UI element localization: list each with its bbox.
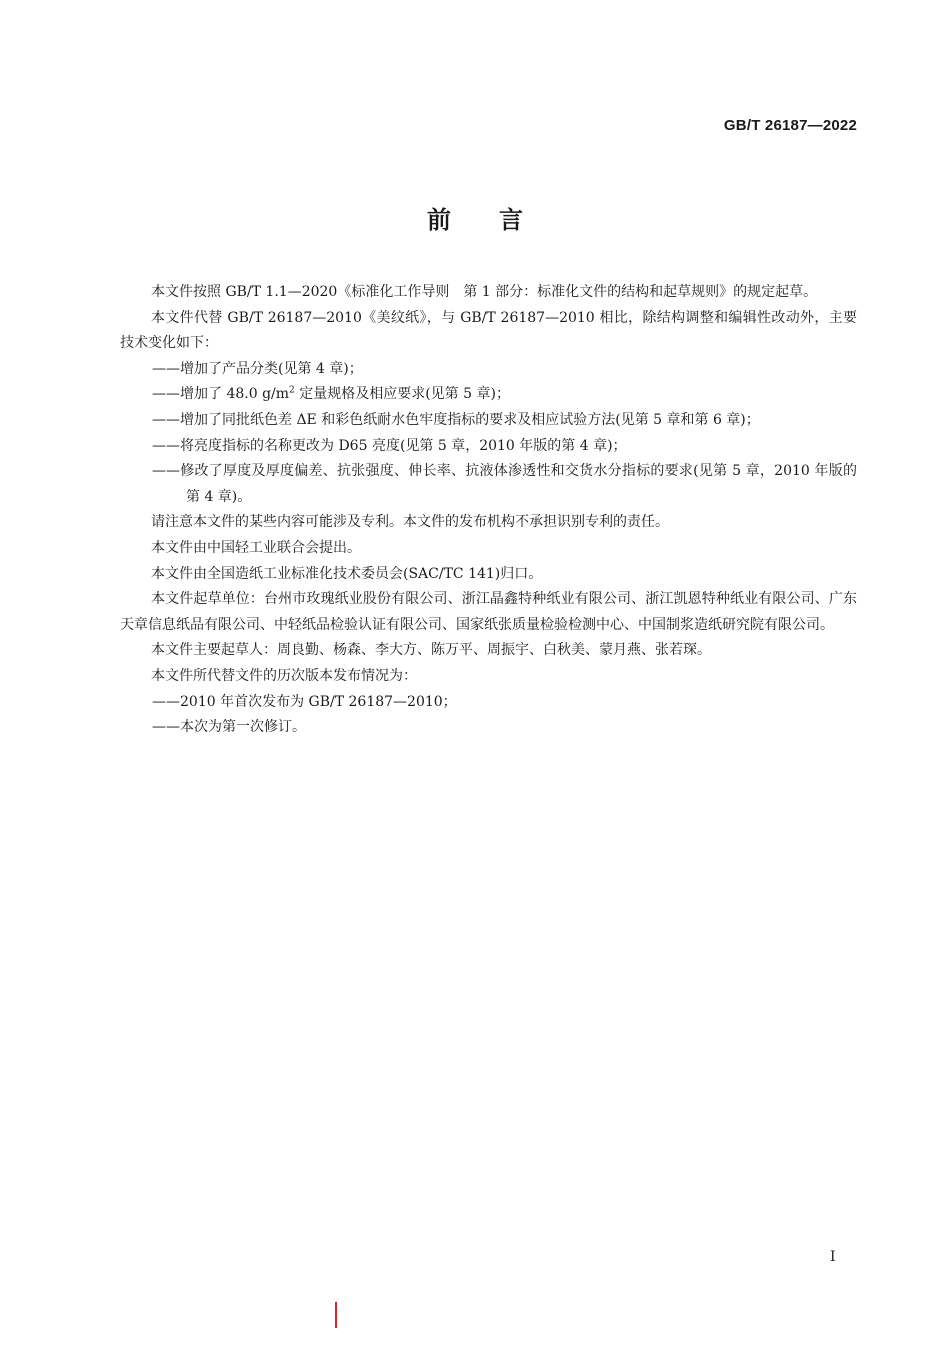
paragraph-drafting-rules: 本文件按照 GB/T 1.1—2020《标准化工作导则 第 1 部分：标准化文件的结构和起草规则》的规定起草。 [151,284,818,300]
paragraph-drafting-units: 本文件起草单位：台州市玫瑰纸业股份有限公司、浙江晶鑫特种纸业有限公司、浙江凯恩特种纸业有限公司、广东天章信息纸品有限公司、中轻纸品检验认证有限公司、国家纸张质量检验检测中心、中国制浆造纸研究院有限公司。 [120,591,857,633]
paragraph-replacement: 本文件代替 GB/T 26187—2010《美纹纸》，与 GB/T 26187—2010 相比，除结构调整和编辑性改动外，主要技术变化如下： [120,309,857,352]
paragraph-drafters: 本文件主要起草人：周良勤、杨森、李大方、陈万平、周振宇、白秋美、蒙月燕、张若琛。 [151,642,711,659]
change-item-thickness: ——修改了厚度及厚度偏差、抗张强度、伸长率、抗液体渗透性和交货水分指标的要求(见第 5 章，2010 年版的第 4 章)。 [152,463,857,505]
change-item-grammage-rest: 定量规格及相应要求(见第 5 章)； [294,386,510,403]
change-item-brightness: ——将亮度指标的名称更改为 D65 亮度(见第 5 章，2010 年版的第 4 章)； [152,437,627,454]
foreword-body [120,280,857,741]
page-number: I [830,1249,836,1265]
paragraph-technical-committee: 本文件由全国造纸工业标准化技术委员会(SAC/TC 141)归口。 [151,565,543,582]
history-item-first-release: ——2010 年首次发布为 GB/T 26187—2010； [152,693,457,710]
change-item-grammage [120,382,857,408]
paragraph-history-intro: 本文件所代替文件的历次版本发布情况为： [151,667,417,684]
page-title: 前言 [427,206,571,234]
change-item-color-difference: ——增加了同批纸色差 ΔE 和彩色纸耐水色牢度指标的要求及相应试验方法(见第 5 章和第 6 章)； [152,411,760,428]
change-item-classification: ——增加了产品分类(见第 4 章)； [152,360,363,377]
history-item-revision: ——本次为第一次修订。 [152,719,306,736]
paragraph-patent-notice: 请注意本文件的某些内容可能涉及专利。本文件的发布机构不承担识别专利的责任。 [151,514,669,531]
standard-code: GB/T 26187—2022 [723,117,857,134]
change-item-grammage-text: ——增加了 48.0 g/m [152,386,290,403]
paragraph-proposed-by: 本文件由中国轻工业联合会提出。 [151,539,361,556]
unit-superscript: 2 [289,385,295,396]
red-text-cursor-mark [335,1302,337,1328]
